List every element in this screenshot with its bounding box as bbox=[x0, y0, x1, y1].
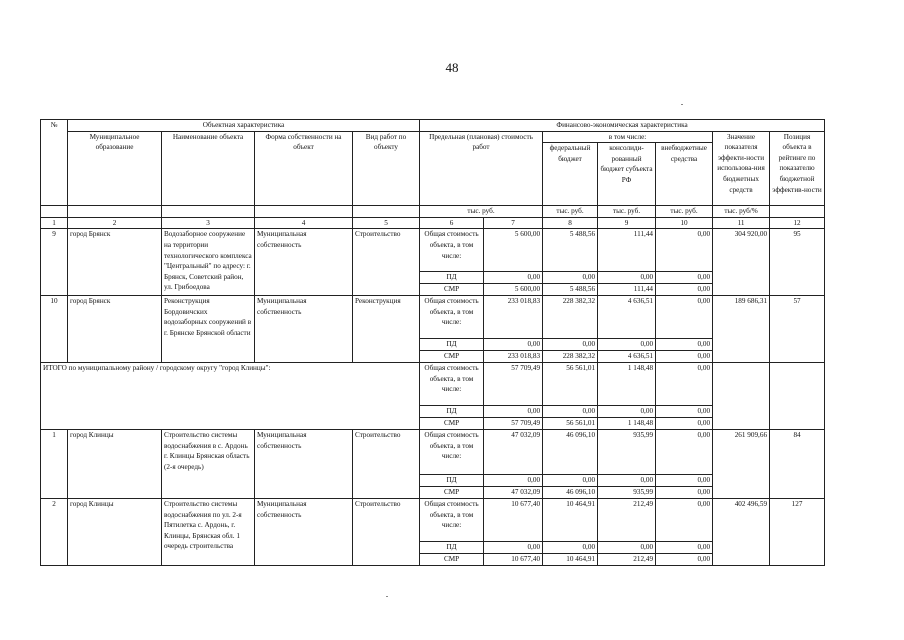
row-municipality: город Клинцы bbox=[68, 498, 162, 565]
value-smr-extra: 0,00 bbox=[656, 553, 713, 565]
value-pd-extra: 0,00 bbox=[656, 541, 713, 553]
table-row bbox=[41, 498, 825, 541]
row-number: 1 bbox=[41, 429, 68, 498]
label-smr: СМР bbox=[420, 553, 484, 565]
value-pd-cost: 0,00 bbox=[484, 405, 543, 417]
value-total-federal: 5 488,56 bbox=[543, 229, 598, 272]
value-pd-extra: 0,00 bbox=[656, 474, 713, 486]
row-ownership: Муниципальная собственность bbox=[255, 295, 353, 362]
header-object-char: Объектная характеристика bbox=[68, 120, 420, 132]
label-smr: СМР bbox=[420, 283, 484, 295]
row-number: 2 bbox=[41, 498, 68, 565]
value-smr-consolidated: 1 148,48 bbox=[598, 417, 656, 429]
value-smr-extra: 0,00 bbox=[656, 350, 713, 362]
row-rating: 57 bbox=[770, 295, 825, 362]
value-total-extra: 0,00 bbox=[656, 429, 713, 474]
value-pd-consolidated: 0,00 bbox=[598, 405, 656, 417]
value-smr-extra: 0,00 bbox=[656, 486, 713, 498]
value-total-extra: 0,00 bbox=[656, 498, 713, 541]
column-number: 8 bbox=[543, 217, 598, 229]
value-pd-consolidated: 0,00 bbox=[598, 272, 656, 284]
value-smr-consolidated: 4 636,51 bbox=[598, 350, 656, 362]
column-number: 4 bbox=[255, 217, 353, 229]
value-pd-cost: 0,00 bbox=[484, 272, 543, 284]
value-smr-consolidated: 212,49 bbox=[598, 553, 656, 565]
value-total-cost: 47 032,09 bbox=[484, 429, 543, 474]
value-pd-cost: 0,00 bbox=[484, 474, 543, 486]
row-efficiency: 261 909,66 bbox=[713, 429, 770, 498]
value-smr-federal: 46 096,10 bbox=[543, 486, 598, 498]
header-consolidated: консолиди-рованный бюджет субъекта РФ bbox=[598, 143, 656, 206]
header-including: в том числе: bbox=[543, 131, 713, 143]
value-smr-cost: 233 018,83 bbox=[484, 350, 543, 362]
header-ownership: Форма собственности на объект bbox=[255, 131, 353, 206]
value-total-consolidated: 212,49 bbox=[598, 498, 656, 541]
scan-speck bbox=[681, 104, 683, 105]
label-total: Общая стоимость объекта, в том числе: bbox=[420, 229, 484, 272]
header-work-type: Вид работ по объекту bbox=[353, 131, 420, 206]
row-efficiency: 189 686,31 bbox=[713, 295, 770, 362]
label-smr: СМР bbox=[420, 350, 484, 362]
header-object-name: Наименование объекта bbox=[162, 131, 255, 206]
row-work: Строительство bbox=[353, 429, 420, 498]
header-num: № bbox=[41, 120, 68, 206]
label-total: Общая стоимость объекта, в том числе: bbox=[420, 498, 484, 541]
row-work: Реконструкция bbox=[353, 295, 420, 362]
row-object: Строительство системы водоснабжения по ул. 2-я Пятилетка с. Ардонь, г. Клинцы, Брянская обл. 1 очередь строительства bbox=[162, 498, 255, 565]
row-municipality: город Брянск bbox=[68, 229, 162, 296]
unit-efficiency: тыс. руб/% bbox=[713, 206, 770, 218]
row-number: 10 bbox=[41, 295, 68, 362]
value-total-federal: 46 096,10 bbox=[543, 429, 598, 474]
label-pd: ПД bbox=[420, 541, 484, 553]
row-ownership: Муниципальная собственность bbox=[255, 429, 353, 498]
value-pd-federal: 0,00 bbox=[543, 272, 598, 284]
value-pd-consolidated: 0,00 bbox=[598, 541, 656, 553]
scan-speck bbox=[386, 596, 388, 597]
value-pd-extra: 0,00 bbox=[656, 272, 713, 284]
value-pd-consolidated: 0,00 bbox=[598, 338, 656, 350]
value-pd-extra: 0,00 bbox=[656, 405, 713, 417]
total-row bbox=[41, 362, 825, 405]
column-number: 3 bbox=[162, 217, 255, 229]
label-total: Общая стоимость объекта, в том числе: bbox=[420, 429, 484, 474]
value-total-consolidated: 935,99 bbox=[598, 429, 656, 474]
column-number: 1 bbox=[41, 217, 68, 229]
row-rating: 84 bbox=[770, 429, 825, 498]
value-total-federal: 228 382,32 bbox=[543, 295, 598, 338]
value-smr-cost: 47 032,09 bbox=[484, 486, 543, 498]
total-label: ИТОГО по муниципальному району / городскому округу "город Клинцы": bbox=[41, 362, 420, 429]
label-total: Общая стоимость объекта, в том числе: bbox=[420, 295, 484, 338]
table-row bbox=[41, 429, 825, 474]
header-fin-char: Финансово-экономическая характеристика bbox=[420, 120, 825, 132]
header-federal: федеральный бюджет bbox=[543, 143, 598, 206]
row-municipality: город Брянск bbox=[68, 295, 162, 362]
value-pd-cost: 0,00 bbox=[484, 338, 543, 350]
value-total-cost: 233 018,83 bbox=[484, 295, 543, 338]
investment-table bbox=[40, 119, 825, 566]
value-pd-cost: 0,00 bbox=[484, 541, 543, 553]
value-total-extra: 0,00 bbox=[656, 229, 713, 272]
label-smr: СМР bbox=[420, 486, 484, 498]
column-number: 2 bbox=[68, 217, 162, 229]
row-object: Реконструкция Бордовичских водозаборных сооружений в г. Брянске Брянской области bbox=[162, 295, 255, 362]
row-work: Строительство bbox=[353, 498, 420, 565]
label-pd: ПД bbox=[420, 272, 484, 284]
value-total-federal: 10 464,91 bbox=[543, 498, 598, 541]
value-total-cost: 57 709,49 bbox=[484, 362, 543, 405]
value-smr-cost: 57 709,49 bbox=[484, 417, 543, 429]
column-numbers-row bbox=[41, 217, 825, 229]
unit-consolidated: тыс. руб. bbox=[598, 206, 656, 218]
column-number: 7 bbox=[484, 217, 543, 229]
row-work: Строительство bbox=[353, 229, 420, 296]
value-pd-federal: 0,00 bbox=[543, 474, 598, 486]
label-total: Общая стоимость объекта, в том числе: bbox=[420, 362, 484, 405]
row-rating: 127 bbox=[770, 498, 825, 565]
value-pd-federal: 0,00 bbox=[543, 405, 598, 417]
header-efficiency: Значение показателя эффекти-ности использова-ния бюджетных средств bbox=[713, 131, 770, 206]
value-pd-consolidated: 0,00 bbox=[598, 474, 656, 486]
value-pd-extra: 0,00 bbox=[656, 338, 713, 350]
value-smr-cost: 5 600,00 bbox=[484, 283, 543, 295]
value-smr-consolidated: 935,99 bbox=[598, 486, 656, 498]
column-number: 12 bbox=[770, 217, 825, 229]
unit-extra: тыс. руб. bbox=[656, 206, 713, 218]
row-number: 9 bbox=[41, 229, 68, 296]
value-smr-extra: 0,00 bbox=[656, 417, 713, 429]
label-pd: ПД bbox=[420, 405, 484, 417]
page-number: 48 bbox=[445, 60, 459, 75]
header-extra-budget: внебюджетные средства bbox=[656, 143, 713, 206]
row-ownership: Муниципальная собственность bbox=[255, 229, 353, 296]
value-smr-consolidated: 111,44 bbox=[598, 283, 656, 295]
label-pd: ПД bbox=[420, 338, 484, 350]
row-municipality: город Клинцы bbox=[68, 429, 162, 498]
unit-cost: тыс. руб. bbox=[420, 206, 543, 218]
value-smr-extra: 0,00 bbox=[656, 283, 713, 295]
value-smr-federal: 228 382,32 bbox=[543, 350, 598, 362]
value-total-federal: 56 561,01 bbox=[543, 362, 598, 405]
table-row bbox=[41, 229, 825, 272]
unit-federal: тыс. руб. bbox=[543, 206, 598, 218]
row-ownership: Муниципальная собственность bbox=[255, 498, 353, 565]
label-pd: ПД bbox=[420, 474, 484, 486]
value-total-cost: 10 677,40 bbox=[484, 498, 543, 541]
value-smr-cost: 10 677,40 bbox=[484, 553, 543, 565]
value-smr-federal: 56 561,01 bbox=[543, 417, 598, 429]
value-smr-federal: 10 464,91 bbox=[543, 553, 598, 565]
label-smr: СМР bbox=[420, 417, 484, 429]
row-object: Строительство системы водоснабжения в с. Ардонь г. Клинцы Брянская область (2-я очередь) bbox=[162, 429, 255, 498]
header-municipality: Муниципальное образование bbox=[68, 131, 162, 206]
column-number: 10 bbox=[656, 217, 713, 229]
column-number: 5 bbox=[353, 217, 420, 229]
column-number: 11 bbox=[713, 217, 770, 229]
column-number: 9 bbox=[598, 217, 656, 229]
value-total-consolidated: 4 636,51 bbox=[598, 295, 656, 338]
row-object: Водозаборное сооружение на территории технологического комплекса "Центральный" по адресу: г. Брянск, Советский район, ул. Грибоедова bbox=[162, 229, 255, 296]
column-number: 6 bbox=[420, 217, 484, 229]
value-total-extra: 0,00 bbox=[656, 295, 713, 338]
row-rating: 95 bbox=[770, 229, 825, 296]
table-row bbox=[41, 295, 825, 338]
header-cost-limit: Предельная (плановая) стоимость работ bbox=[420, 131, 543, 206]
value-smr-federal: 5 488,56 bbox=[543, 283, 598, 295]
row-efficiency: 402 496,59 bbox=[713, 498, 770, 565]
value-total-consolidated: 1 148,48 bbox=[598, 362, 656, 405]
value-pd-federal: 0,00 bbox=[543, 338, 598, 350]
value-pd-federal: 0,00 bbox=[543, 541, 598, 553]
header-rating: Позиция объекта в рейтинге по показателю бюджетной эффектив-ности bbox=[770, 131, 825, 206]
row-efficiency: 304 920,00 bbox=[713, 229, 770, 296]
value-total-consolidated: 111,44 bbox=[598, 229, 656, 272]
value-total-extra: 0,00 bbox=[656, 362, 713, 405]
value-total-cost: 5 600,00 bbox=[484, 229, 543, 272]
